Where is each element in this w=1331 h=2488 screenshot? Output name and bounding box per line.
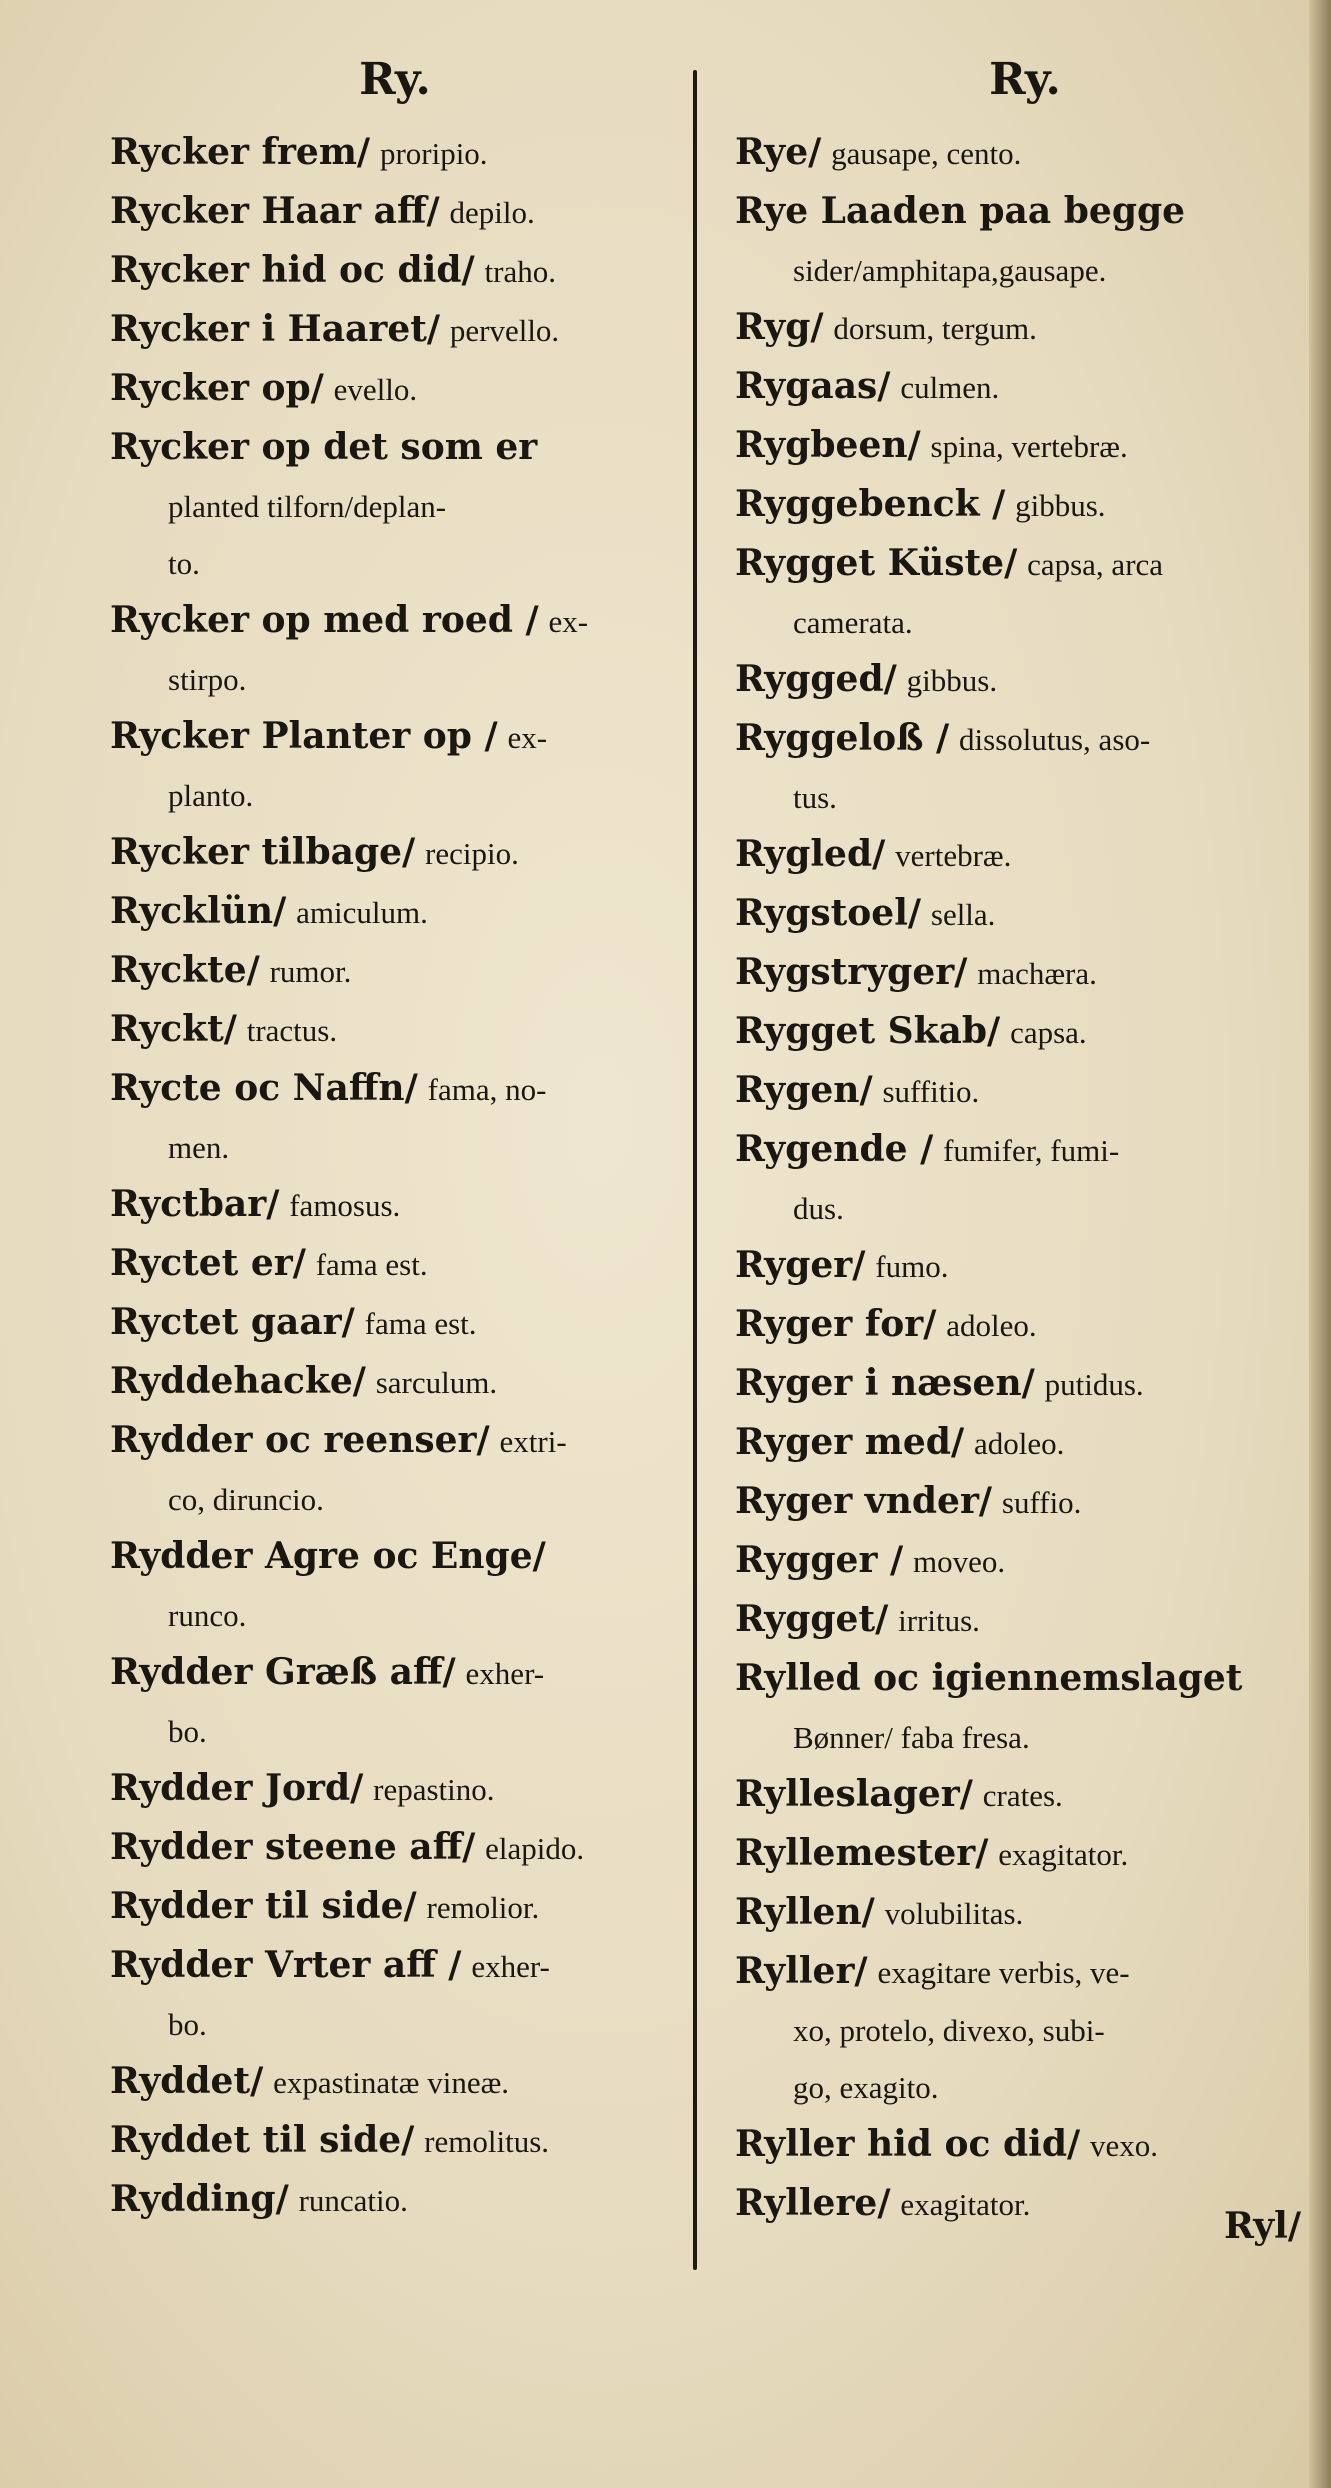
dictionary-entry: [735, 1766, 1315, 1825]
entry-continuation: co, diruncio.: [168, 1482, 324, 1517]
dictionary-entry: [110, 1937, 680, 2053]
entry-translation: dissolutus, aso-: [959, 722, 1151, 757]
dictionary-entry: [110, 1819, 680, 1878]
entry-translation: sella.: [930, 897, 996, 932]
entry-continuation: planted tilforn/deplan-: [168, 489, 447, 524]
entry-headword: Rygget Küste/: [735, 542, 1018, 584]
entry-translation: fumo.: [875, 1249, 949, 1284]
entry-headword: Rydder til side/: [110, 1885, 417, 1927]
entry-continuation: go, exagito.: [793, 2070, 939, 2105]
entry-translation: fama est.: [315, 1247, 428, 1282]
entry-headword: Rygget Skab/: [735, 1010, 1001, 1052]
right-entries: [735, 124, 1315, 2234]
entry-translation: extri-: [499, 1424, 567, 1459]
entry-translation: pervello.: [449, 313, 560, 348]
dictionary-entry: [735, 124, 1315, 183]
entry-translation: exagitare verbis, ve-: [877, 1955, 1130, 1990]
dictionary-entry: [110, 2171, 680, 2230]
dictionary-entry: [735, 299, 1315, 358]
dictionary-entry: [110, 1294, 680, 1353]
entry-translation: sarculum.: [375, 1365, 498, 1400]
entry-translation: fama est.: [364, 1306, 477, 1341]
entry-headword: Rygaas/: [735, 365, 891, 407]
entry-continuation: dus.: [793, 1191, 844, 1226]
dictionary-entry: [735, 1473, 1315, 1532]
entry-headword: Ryggebenck /: [735, 483, 1006, 525]
entry-headword: Rygger /: [735, 1539, 904, 1581]
dictionary-entry: [110, 1760, 680, 1819]
dictionary-entry: [735, 1003, 1315, 1062]
entry-translation: evello.: [333, 372, 418, 407]
dictionary-entry: [110, 824, 680, 883]
dictionary-entry: [735, 1414, 1315, 1473]
entry-headword: Rydder oc reenser/: [110, 1419, 490, 1461]
entry-headword: Rygstryger/: [735, 951, 968, 993]
entry-translation: vertebræ.: [895, 838, 1012, 873]
entry-translation: crates.: [982, 1778, 1063, 1813]
entry-translation: capsa, arca: [1027, 547, 1164, 582]
entry-headword: Rygstoel/: [735, 892, 922, 934]
dictionary-entry: [735, 1296, 1315, 1355]
entry-translation: adoleo.: [973, 1426, 1065, 1461]
dictionary-entry: [735, 1825, 1315, 1884]
dictionary-entry: [110, 183, 680, 242]
entry-translation: proripio.: [379, 136, 488, 171]
entry-translation: tractus.: [246, 1013, 338, 1048]
dictionary-entry: [735, 1943, 1315, 2116]
entry-translation: expastinatæ vineæ.: [273, 2065, 509, 2100]
entry-continuation: tus.: [793, 780, 837, 815]
entry-translation: traho.: [484, 254, 556, 289]
dictionary-entry: [110, 301, 680, 360]
entry-translation: fama, no-: [427, 1072, 547, 1107]
dictionary-entry: [110, 883, 680, 942]
dictionary-entry: [110, 360, 680, 419]
entry-headword: Rygen/: [735, 1069, 873, 1111]
dictionary-entry: [110, 419, 680, 592]
entry-headword: Rycker tilbage/: [110, 831, 416, 873]
entry-translation: spina, vertebræ.: [930, 429, 1128, 464]
entry-headword: Rycker op med roed /: [110, 599, 539, 641]
entry-headword: Ryctbar/: [110, 1183, 280, 1225]
entry-translation: dorsum, tergum.: [833, 311, 1037, 346]
dictionary-entry: [735, 476, 1315, 535]
entry-translation: ex-: [548, 604, 589, 639]
entry-translation: exher-: [471, 1949, 550, 1984]
dictionary-entry: [110, 242, 680, 301]
dictionary-entry: [110, 1235, 680, 1294]
entry-headword: Ryllemester/: [735, 1832, 989, 1874]
entry-translation: machæra.: [977, 956, 1097, 991]
entry-headword: Ryddehacke/: [110, 1360, 366, 1402]
dictionary-entry: [735, 1650, 1315, 1766]
entry-continuation: camerata.: [793, 605, 913, 640]
entry-translation: famosus.: [289, 1188, 401, 1223]
catchword: Ryl/: [1223, 2205, 1301, 2247]
entry-headword: Ryllen/: [735, 1891, 875, 1933]
dictionary-entry: [735, 1532, 1315, 1591]
dictionary-entry: [110, 1353, 680, 1412]
dictionary-entry: [735, 944, 1315, 1003]
entry-translation: vexo.: [1090, 2128, 1159, 2163]
entry-continuation: bo.: [168, 2007, 207, 2042]
entry-translation: depilo.: [449, 195, 535, 230]
entry-headword: Ryller/: [735, 1950, 868, 1992]
entry-headword: Ryckt/: [110, 1008, 237, 1050]
entry-headword: Rycker i Haaret/: [110, 308, 440, 350]
dictionary-entry: [110, 708, 680, 824]
entry-headword: Ryller hid oc did/: [735, 2123, 1081, 2165]
entry-translation: putidus.: [1044, 1367, 1144, 1402]
entry-translation: irritus.: [898, 1603, 980, 1638]
column-divider: [693, 70, 697, 2270]
left-entries: [110, 124, 680, 2230]
entry-headword: Rycker Planter op /: [110, 715, 498, 757]
entry-translation: elapido.: [485, 1831, 585, 1866]
entry-translation: recipio.: [425, 836, 519, 871]
entry-continuation: runco.: [168, 1598, 247, 1633]
entry-headword: Rye/: [735, 131, 822, 173]
entry-headword: Ryger vnder/: [735, 1480, 993, 1522]
entry-headword: Ryg/: [735, 306, 824, 348]
dictionary-entry: [110, 592, 680, 708]
entry-translation: capsa.: [1010, 1015, 1087, 1050]
entry-translation: exagitator.: [998, 1837, 1129, 1872]
entry-translation: ex-: [507, 720, 548, 755]
entry-headword: Rylled oc igiennemslaget: [735, 1657, 1243, 1699]
dictionary-entry: [110, 124, 680, 183]
entry-continuation: sider/amphitapa,gausape.: [793, 253, 1107, 288]
entry-headword: Ryddet/: [110, 2060, 264, 2102]
dictionary-entry: [735, 358, 1315, 417]
entry-headword: Rycte oc Naffn/: [110, 1067, 418, 1109]
entry-headword: Ryddet til side/: [110, 2119, 415, 2161]
dictionary-entry: [110, 2053, 680, 2112]
dictionary-entry: [735, 2116, 1315, 2175]
entry-headword: Rycker frem/: [110, 131, 371, 173]
entry-translation: suffio.: [1001, 1485, 1082, 1520]
dictionary-entry: [735, 417, 1315, 476]
dictionary-entry: [735, 1237, 1315, 1296]
entry-translation: culmen.: [900, 370, 1000, 405]
entry-headword: Rydder steene aff/: [110, 1826, 476, 1868]
left-column-header: Ry.: [359, 54, 431, 105]
entry-headword: Ryger i næsen/: [735, 1362, 1035, 1404]
entry-headword: Rygged/: [735, 658, 897, 700]
entry-continuation: Bønner/ faba fresa.: [793, 1720, 1030, 1755]
dictionary-entry: [735, 1355, 1315, 1414]
dictionary-entry: [735, 1062, 1315, 1121]
entry-translation: remolitus.: [424, 2124, 550, 2159]
dictionary-entry: [110, 1644, 680, 1760]
dictionary-entry: [110, 1412, 680, 1528]
entry-headword: Rygled/: [735, 833, 886, 875]
entry-continuation: bo.: [168, 1714, 207, 1749]
entry-translation: gausape, cento.: [831, 136, 1022, 171]
entry-headword: Rydder Jord/: [110, 1767, 364, 1809]
right-column-header: Ry.: [989, 54, 1061, 105]
dictionary-entry: [735, 183, 1315, 299]
entry-headword: Ryger for/: [735, 1303, 937, 1345]
entry-headword: Rygbeen/: [735, 424, 921, 466]
entry-headword: Rycker Haar aff/: [110, 190, 440, 232]
entry-translation: volubilitas.: [884, 1896, 1024, 1931]
entry-headword: Ryctet er/: [110, 1242, 306, 1284]
entry-translation: gibbus.: [1015, 488, 1106, 523]
entry-headword: Rydder Vrter aff /: [110, 1944, 462, 1986]
entry-headword: Rydding/: [110, 2178, 289, 2220]
entry-continuation: to.: [168, 546, 200, 581]
dictionary-entry: [735, 1884, 1315, 1943]
entry-translation: gibbus.: [906, 663, 998, 698]
dictionary-entry: [735, 651, 1315, 710]
dictionary-entry: [110, 2112, 680, 2171]
entry-headword: Ryger/: [735, 1244, 866, 1286]
entry-continuation: stirpo.: [168, 662, 247, 697]
entry-translation: suffitio.: [882, 1074, 980, 1109]
entry-headword: Rycker op det som er: [110, 426, 538, 468]
dictionary-entry: [735, 1591, 1315, 1650]
entry-translation: rumor.: [269, 954, 352, 989]
entry-headword: Rygende /: [735, 1128, 934, 1170]
entry-translation: exher-: [465, 1656, 545, 1691]
entry-headword: Ryctet gaar/: [110, 1301, 355, 1343]
dictionary-entry: [110, 1060, 680, 1176]
dictionary-entry: [110, 942, 680, 1001]
entry-headword: Rylleslager/: [735, 1773, 973, 1815]
dictionary-entry: [735, 1121, 1315, 1237]
entry-translation: adoleo.: [946, 1308, 1037, 1343]
entry-headword: Rydder Græß aff/: [110, 1651, 456, 1693]
entry-headword: Rycker hid oc did/: [110, 249, 475, 291]
dictionary-entry: [735, 826, 1315, 885]
entry-translation: exagitator.: [900, 2187, 1031, 2222]
entry-headword: Rygget/: [735, 1598, 889, 1640]
entry-headword: Rycklün/: [110, 890, 287, 932]
entry-headword: Ryggeloß /: [735, 717, 950, 759]
dictionary-entry: [735, 535, 1315, 651]
right-column: [735, 50, 1315, 2234]
entry-translation: runcatio.: [298, 2183, 408, 2218]
left-column: [110, 50, 680, 2230]
entry-continuation: planto.: [168, 778, 254, 813]
dictionary-entry: [735, 885, 1315, 944]
entry-headword: Ryger med/: [735, 1421, 965, 1463]
entry-headword: Ryckte/: [110, 949, 260, 991]
dictionary-entry: [110, 1176, 680, 1235]
entry-translation: repastino.: [373, 1772, 495, 1807]
dictionary-entry: [110, 1528, 680, 1644]
entry-headword: Rycker op/: [110, 367, 324, 409]
entry-translation: remolior.: [426, 1890, 540, 1925]
entry-continuation: xo, protelo, divexo, subi-: [793, 2013, 1105, 2048]
dictionary-entry: [735, 710, 1315, 826]
entry-translation: moveo.: [912, 1544, 1006, 1579]
entry-headword: Rydder Agre oc Enge/: [110, 1535, 546, 1577]
dictionary-entry: [110, 1001, 680, 1060]
entry-headword: Ryllere/: [735, 2182, 891, 2224]
entry-translation: fumifer, fumi-: [943, 1133, 1120, 1168]
entry-translation: amiculum.: [296, 895, 428, 930]
entry-headword: Rye Laaden paa begge: [735, 190, 1186, 232]
entry-continuation: men.: [168, 1130, 230, 1165]
dictionary-entry: [110, 1878, 680, 1937]
